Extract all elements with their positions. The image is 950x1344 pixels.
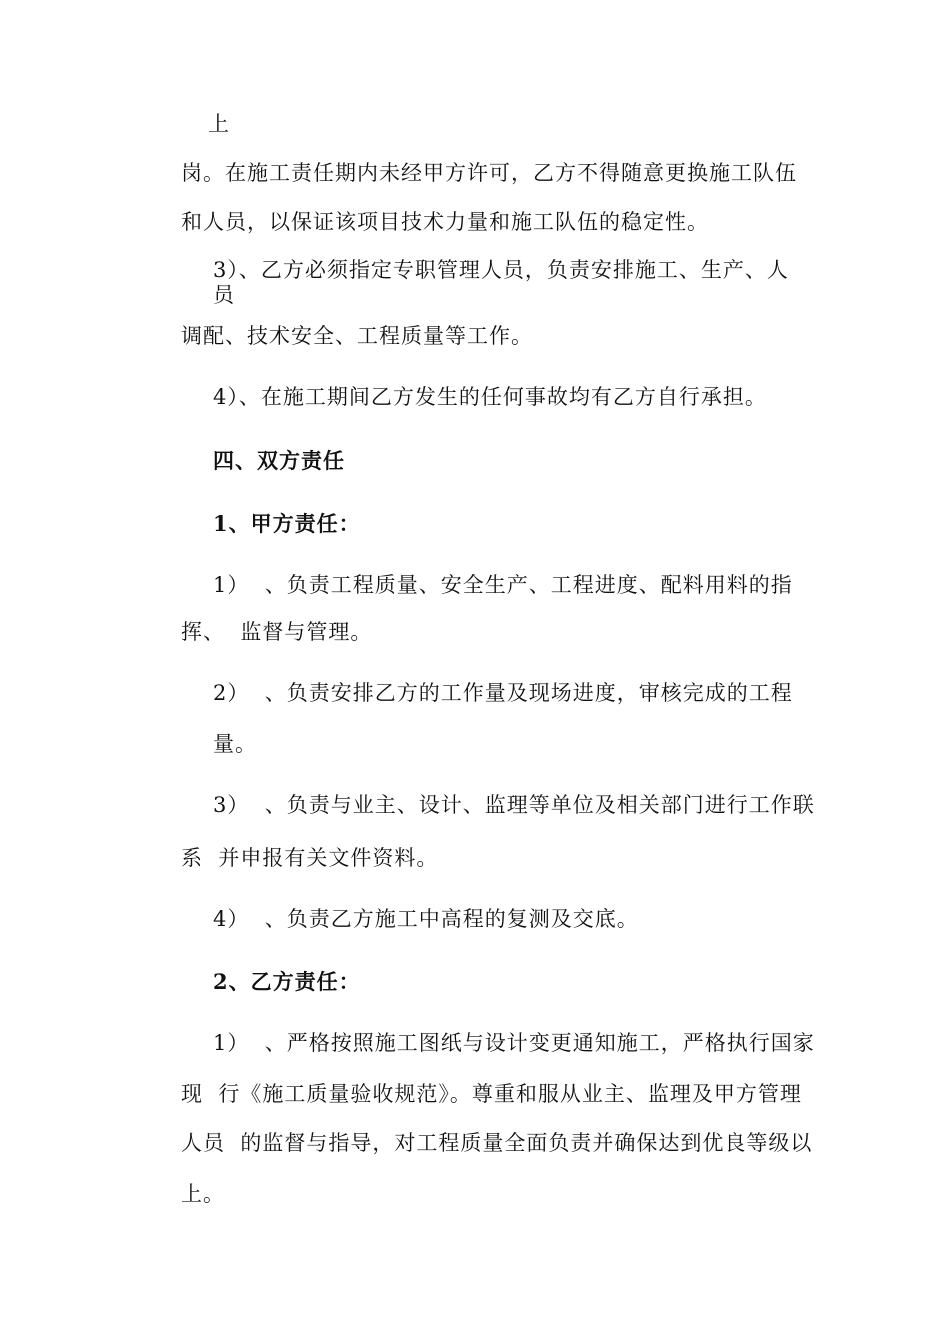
text-line: 1） 、严格按照施工图纸与设计变更通知施工，严格执行国家 bbox=[213, 1031, 815, 1055]
text-line: 量。 bbox=[213, 732, 257, 756]
text-line: 系 并申报有关文件资料。 bbox=[181, 846, 439, 870]
text-line: 和人员，以保证该项目技术力量和施工队伍的稳定性。 bbox=[181, 210, 709, 234]
text-line: 员 bbox=[213, 283, 235, 307]
text-line: 3） 、负责与业主、设计、监理等单位及相关部门进行工作联 bbox=[213, 793, 815, 817]
text-line: 上。 bbox=[181, 1182, 225, 1206]
text-line: 上 bbox=[208, 112, 230, 136]
text-line: 3）、乙方必须指定专职管理人员，负责安排施工、生产、人 bbox=[213, 258, 789, 282]
text-line: 人员 的监督与指导，对工程质量全面负责并确保达到优良等级以 bbox=[181, 1131, 813, 1155]
subsection-heading: 1、甲方责任： bbox=[213, 511, 361, 536]
text-line: 2） 、负责安排乙方的工作量及现场进度，审核完成的工程 bbox=[213, 681, 793, 705]
text-line: 1） 、负责工程质量、安全生产、工程进度、配料用料的指 bbox=[213, 573, 793, 597]
text-line: 挥、 监督与管理。 bbox=[181, 620, 373, 644]
text-line: 现 行《施工质量验收规范》。尊重和服从业主、监理及甲方管理 bbox=[181, 1082, 802, 1106]
text-line: 岗。在施工责任期内未经甲方许可，乙方不得随意更换施工队伍 bbox=[181, 161, 797, 185]
subsection-heading: 2、乙方责任： bbox=[213, 969, 361, 994]
text-line: 4）、在施工期间乙方发生的任何事故均有乙方自行承担。 bbox=[213, 385, 767, 409]
text-line: 调配、技术安全、工程质量等工作。 bbox=[181, 324, 533, 348]
section-heading: 四、双方责任 bbox=[213, 448, 345, 473]
text-line: 4） 、负责乙方施工中高程的复测及交底。 bbox=[213, 907, 639, 931]
